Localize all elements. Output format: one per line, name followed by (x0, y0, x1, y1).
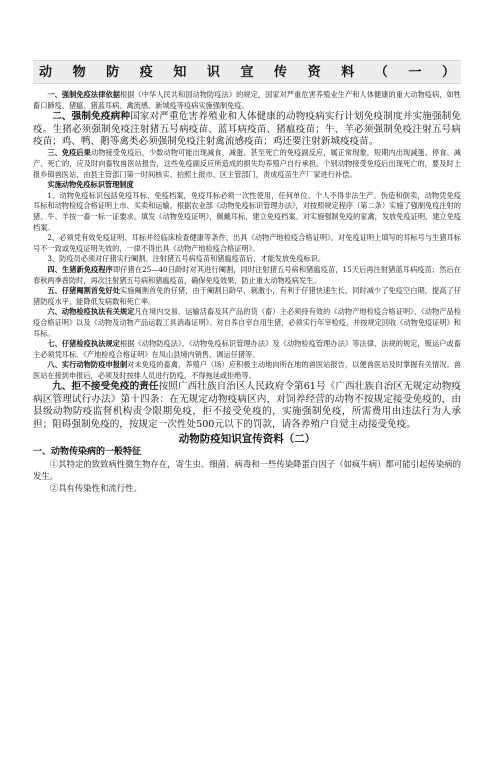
paragraph-immunization-consequences (33, 148, 461, 180)
paragraph-text: 即仔猪在25—40日龄时对其进行阉割，同时注射猪五号病和猪瘟疫苗，15天后再注射猪蓝耳病疫苗；然后在春秋两季普防时，再次注射猪五号病和猪瘟疫苗，确保免疫效果，防止重大动物疫病发生。 (33, 264, 461, 285)
paragraph-label-system-heading (33, 180, 461, 191)
paragraph-legal-basis (33, 90, 461, 111)
paragraph-label-item-2 (33, 233, 461, 254)
header-char: （ (374, 64, 388, 80)
header-char: 防 (106, 64, 120, 80)
paragraph-text: 对未免疫的畜禽，养殖户（场）应积极主动地向所在地的兽医站报告，以便兽医站及时掌握有关情况。兽医站在接到申报后，必须及时按排人员进行防疫，不得拖延或拒绝等。 (33, 360, 461, 380)
paragraph-heading: 一、强制免疫法律依据 (47, 90, 120, 99)
section2-item-2: ②具有传染性和流行性。 (49, 483, 142, 494)
paragraph-heading: 四、生猪新免疫程序 (47, 264, 113, 274)
section2-title: 动物防疫知识宣传资料（二） (178, 433, 316, 446)
paragraph-heading: 七、仔猪检疫执法规定 (47, 339, 120, 349)
paragraph-text: 按照广西壮族自治区人民政府令第61号《广西壮族自治区无规定动物疫病区管理试行办法》第十四条：在无规定动物疫病区内，对饲养经营的动物不按规定接受免疫的，由县级动物防疫监督机构责令限期免疫，拒不接受免疫的，实施强制免疫，所需费用由违法行为人承担；阻碍强制免疫的，按规定一次性处500元以下的罚款，请各养殖户自觉主动接受免疫。 (33, 381, 461, 430)
header-char: 传 (274, 64, 288, 80)
paragraph-heading: 实施动物免疫标识管理制度 (47, 180, 134, 190)
paragraph-immunization-diseases (33, 111, 461, 148)
header-char: 宣 (240, 64, 254, 80)
paragraph-text: 凡在境内交易、运输活畜及其产品的货（畜）主必须持有效的《动物产地检疫合格证明》、《动物产品检疫合格证明》以及《动物及动物产品运载工具消毒证明》。对自养自宰自用生猪，必须实行年宰检疫，并按规定回收《动物免疫证明》和耳标。 (33, 307, 461, 338)
header-char: 资 (307, 64, 321, 80)
header-char: ） (441, 64, 455, 80)
header-char: 动 (39, 64, 53, 80)
paragraph-label-item-1 (33, 191, 461, 233)
paragraph-text: 根据《中华人民共和国动物防疫法》的规定，国家对严重危害养殖业生产和人体健康的重大动物疫病，如牲畜口蹄疫、猪瘟、猪蓝耳病、禽流感、新城疫等疫病实施强制免疫。 (33, 90, 461, 110)
paragraph-text: 3、防疫员必须对仔猪实行阉割、注射猪五号病疫苗和猪瘟疫苗后，才能发放免疫标识。 (47, 254, 326, 264)
header-char: 疫 (139, 64, 153, 80)
header-char: 物 (72, 64, 86, 80)
paragraph-text: 国家对严重危害养殖业和人体健康的动物疫病实行计划免疫制度并实施强制免疫。生猪必须强制免疫注射猪五号病疫苗、蓝耳病疫苗、猪瘟疫苗；牛、羊必须强制免疫注射五号病疫苗；鸡、鸭、鹅等禽类必须强制免疫注射禽流感疫苗；鸡还要注射新城疫疫苗。 (33, 111, 462, 147)
paragraph-piglet-quarantine (33, 339, 461, 360)
paragraph-declaration-system (33, 360, 461, 381)
header-char: 知 (173, 64, 187, 80)
paragraph-quarantine-rules (33, 307, 461, 339)
paragraph-heading: 三、免疫后果 (47, 148, 91, 158)
paragraph-text: 动物接受免疫后，少数动物可能出现减食、减蛋、甚至死亡的免疫副反应，属正常现象，短期内出现减蛋、停食、减产、死亡的，应及时向畜牧兽医站报告，这些免疫副反应所造成的损失均养殖户自行承担。个别动物接受免疫后出现死亡的，要及时上报乡镇兽医站，由县主管部门第一时间核实、拍照上报市、区主管部门，责成疫苗生产厂家进行补偿。 (33, 148, 461, 179)
document-body (33, 90, 461, 494)
paragraph-castration-benefits (33, 286, 461, 307)
paragraph-label-item-3 (33, 254, 461, 265)
paragraph-text: 2、必须凭有效免疫证明、耳标并经临床检查健康等条件，出具《动物产地检疫合格证明》。对免疫证明上填写的耳标号与生猪耳标号不一致或免疫证明失效的，一律不得出具《动物产地检疫合格证明》。 (33, 233, 461, 253)
paragraph-heading: 二、强制免疫病种 (52, 111, 131, 123)
paragraph-text: 根据《动物防疫法》、《动物免疫标识管理办法》及《动物检疫管理办法》等法律、法规的规定，贩运户或畜主必须凭耳标、《产地检疫合格证明》在凤山县境内销售、调运仔猪等。 (33, 339, 461, 359)
paragraph-heading: 五、仔猪阉割首免好处 (47, 286, 120, 296)
section2-item-1: ①其特定的致致病性微生物存在，寄生虫、细菌、病毒和一些传染降蛋白因子（如疯牛病）都可能引起传染病的发生。 (33, 459, 461, 482)
paragraph-heading: 八、实行动物防疫申报制 (47, 360, 128, 370)
section2-heading: 一、动物传染病的一般特征 (33, 447, 142, 458)
header-char: 识 (206, 64, 220, 80)
paragraph-heading: 九、拒不接受免疫的责任 (52, 381, 159, 393)
header-char: 料 (341, 64, 355, 80)
paragraph-text: 1、动物免疫标识包括免疫耳标、免疫档案，免疫耳标必须一次性使用，任何单位、个人不得非法生产、伪造和倒卖，动物凭免疫耳标和动物检疫合格证明上市、买卖和运输。根据农业部《动物免疫标识管理办法》，对按照规定程序（第二条）实施了强制免疫注射的猪、牛、羊按一畜一标一证要求，填发《动物免疫证明》，佩戴耳标，建立免疫档案。对实施强制免疫的家禽，发放免疫证明，建立免疫档案。 (33, 190, 461, 232)
paragraph-heading: 六、动物检疫执法有关规定 (47, 307, 135, 317)
paragraph-refusal-liability (33, 381, 461, 431)
header-title-bar (33, 60, 461, 84)
paragraph-text: 实施阉割首免的仔猪，由于阉割日龄早，刺激小，有利于仔猪快速生长，同时减少了免疫空白期，提高了仔猪防疫水平，能降低发病数和死亡率。 (33, 286, 461, 306)
header-char: 一 (408, 64, 422, 80)
document-page (0, 60, 496, 762)
paragraph-new-pig-procedure (33, 265, 461, 286)
